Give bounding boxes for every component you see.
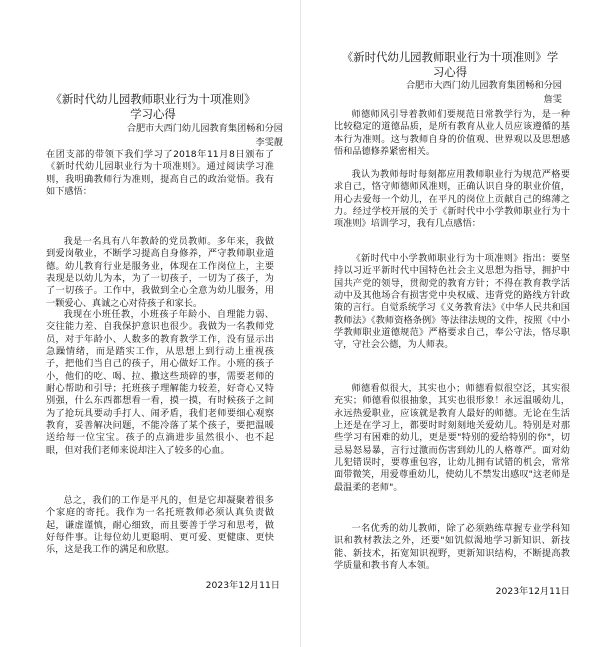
right-essay-organization: 合肥市大西门幼儿园教育集团畅和分园: [405, 80, 562, 91]
right-paragraph-2: 我认为教师每时每刻都应用教师职业行为规范严格要求自己，恪守师德师风准则，正确认识自身的职业价值，用心去爱每一个幼儿，在平凡的岗位上贡献自己的绵薄之力。经过学校开展的关于《新时代中小学教师职业行为十项准则》培训学习，我有几点感悟：: [334, 169, 570, 230]
right-paragraph-5: 一名优秀的幼儿教师，除了必须熟练草握专业学科知识和教材教法之外，还要"如饥似渴地学习新知识、新技能、新技术，拓宽知识视野，更新知识结构，不断提高教学质量和教书育人本领。: [334, 523, 570, 572]
right-paragraph-4: 师德看似很大，其实也小；师德看似很空泛，其实很充实；师德看似很抽象，其实也很形象！永远温暖幼儿，永远热爱职业，应该就是教育人最好的师德。无论在生活上还是在学习上，都要时时刻刻地关爱幼儿。特别是对那些学习有困难的幼儿，更是要"特别的爱给特别的你"，切忌易怒易暴，言行过激而伤害到幼儿的人格尊严。面对幼儿犯错误时，要尊重包容，让幼儿拥有试错的机会，常常面带微笑，用爱尊重幼儿，使幼儿不禁发出感叹"这老师是最温柔的老师"。: [334, 383, 570, 493]
right-essay-author: 詹雯: [543, 94, 562, 105]
left-essay-date: 2023年12月11日: [205, 580, 280, 591]
right-essay-date: 2023年12月11日: [495, 586, 570, 597]
left-paragraph-2: 我是一名具有八年教龄的党员教师。多年来，我做到爱岗敬业，不断学习提高自身修养，严守教师职业道德。幼儿教育行业是服务业，体现在工作岗位上，主要表现是以幼儿为本，为了一切孩子，一切为了孩子，为了一切孩子。工作中，我做到全心全意为幼儿服务，用一颗爱心、真诚之心对待孩子和家长。: [46, 236, 274, 309]
left-paragraph-1: 在团支部的带领下我们学习了2018年11月8日颁布了《新时代幼儿园职业行为十项准则》。通过阅读学习准则，我明确教师行为准则，提高自己的政治觉悟。我有如下感悟：: [46, 149, 274, 198]
left-paragraph-3: 我现在小班任教，小班孩子年龄小、自理能力弱、交往能力差、自我保护意识也很少。我做为一名教师党员，对于年龄小、人数多的教育教学工作，没有显示出急躁情绪，而是踏实工作，从思想上到行动上重视孩子，把他们当自己的孩子，用心做好工作。小班的孩子小，他们的吃、喝、拉、撒这些琐碎的事，需要老师的耐心帮助和引导；托班孩子理解能力较差，好奇心又特别强，什么东西都想看一看，摸一摸，有时候孩子之间为了抢玩具要动手打人、闹矛盾，我们老师要细心观察教育，妥善解决问题，不能冷落了某个孩子，要把温暖送给每一位宝宝。孩子的点滴进步虽然很小、也不起眼，但对我们老师来说却注入了较多的心血。: [46, 309, 274, 456]
right-paragraph-3: 《新时代中小学教师职业行为十项准则》指出：要坚持以习近平新时代中国特色社会主义思想为指导，拥护中国共产党的领导，贯彻党的教育方针；不得在教育教学活动中及其他场合有损害党中央权威、违背党的路线方针政策的言行。自觉系统学习《义务教育法》《中华人民共和国教师法》《教师资格条例》等法律法规的文件，按照《中小学教师职业道德规范》严格要求自己，奉公守法，恪尽职守，守社会公德，为人师表。: [334, 253, 570, 351]
right-essay-page: [301, 0, 600, 647]
right-essay-title: 《新时代幼儿园教师职业行为十项准则》学习心得: [341, 50, 559, 79]
left-paragraph-4: 总之，我们的工作是平凡的，但是它却凝聚着很多个家庭的寄托。我作为一名托班教师必须认真负责做起，谦虚谨慎，耐心细致，而且要善于学习和思考，做好每件事。让每位幼儿更聪明、更可爱、更健康、更快乐，这是我工作的满足和欣慰。: [46, 495, 274, 556]
right-paragraph-1: 师德师风引导着教师们要规范日常教学行为，是一种比较稳定的道德品质，是所有教育从业人员应该遵循的基本行为准则。这与教师自身的价值观、世界观以及思想感悟和品德修养紧密相关。: [334, 109, 570, 158]
left-essay-organization: 合肥市大西门幼儿园教育集团畅和分园: [126, 123, 283, 134]
left-essay-title: 《新时代幼儿园教师职业行为十项准则》学习心得: [50, 92, 256, 121]
left-essay-author: 李雯靓: [255, 137, 283, 148]
